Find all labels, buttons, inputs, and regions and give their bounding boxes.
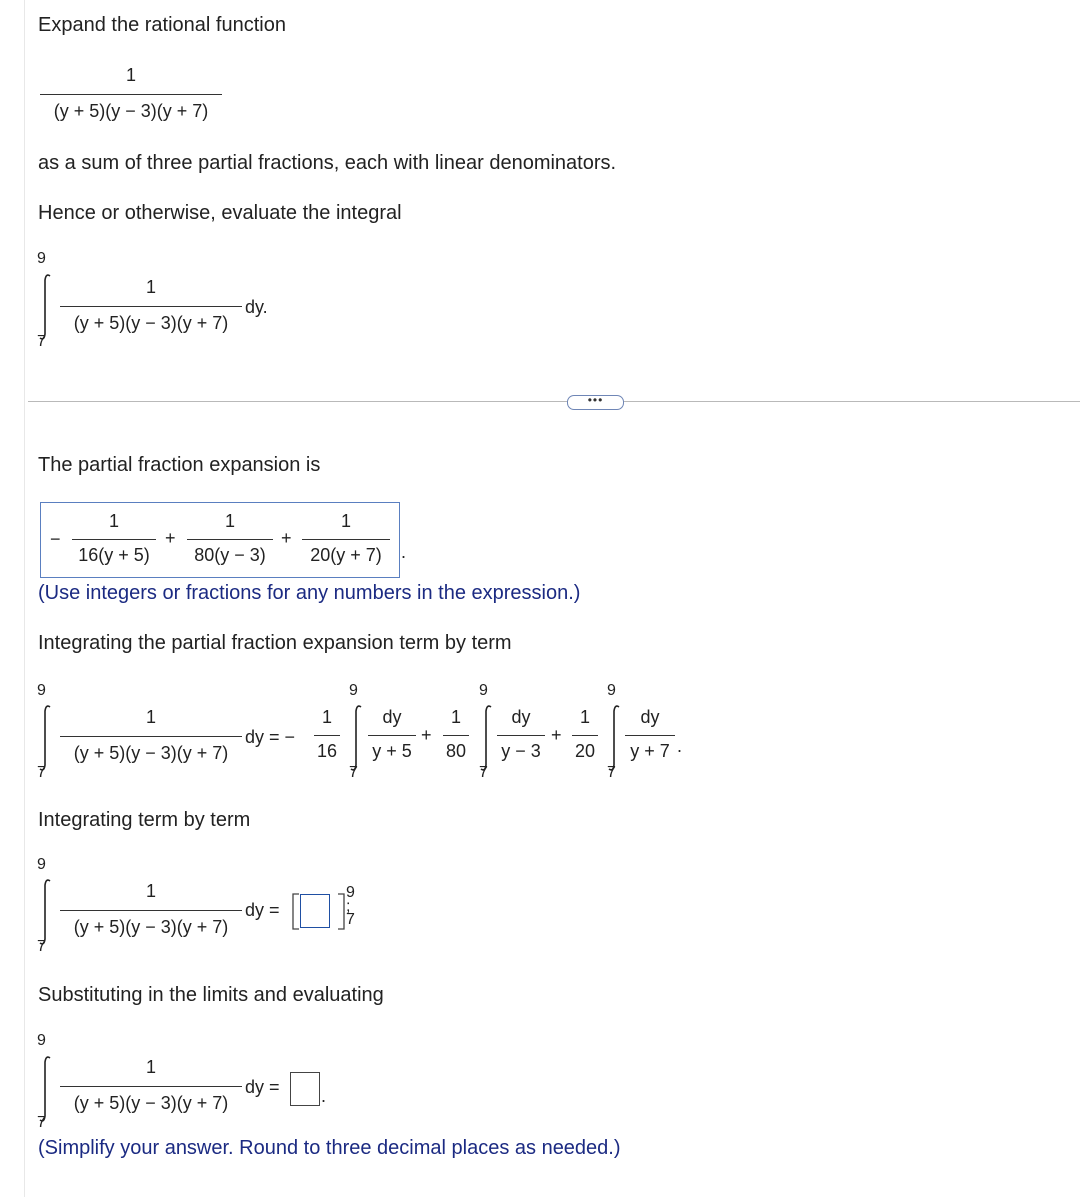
eq1-integral-sign (38, 703, 52, 773)
eq1-term2-coef-den: 80 (445, 741, 467, 761)
eq1-term3-lower: 7 (607, 764, 616, 781)
eq2-fraction-bar (60, 910, 242, 911)
pf-plus-1: + (165, 528, 176, 548)
pf-intro: The partial fraction expansion is (38, 454, 321, 476)
eq1-term2-coef-num: 1 (450, 707, 461, 727)
eq3-upper-limit: 9 (37, 1032, 46, 1049)
eq1-term3-integral-sign (607, 703, 621, 773)
eq1-plus-2: + (551, 725, 562, 745)
left-border (24, 0, 25, 1197)
eq3-period: . (321, 1086, 327, 1106)
eq2-upper-limit: 9 (37, 856, 46, 873)
eq1-lower-limit: 7 (37, 764, 46, 781)
pf-term1-num: 1 (108, 511, 119, 531)
problem-hence: Hence or otherwise, evaluate the integral (38, 202, 402, 224)
eq1-term3-int-num: dy (640, 707, 660, 727)
pf-term2-den: 80(y − 3) (194, 545, 266, 565)
eq1-term3-int-bar (625, 735, 675, 736)
eq1-denominator: (y + 5)(y − 3)(y + 7) (73, 743, 229, 763)
eq1-dy-equals: dy = − (245, 727, 296, 747)
integral-denominator: (y + 5)(y − 3)(y + 7) (73, 313, 229, 333)
eq3-final-answer-input[interactable] (290, 1072, 320, 1106)
pf-term2-bar (187, 539, 273, 540)
eq2-eval-lower: 7 (346, 911, 355, 928)
pf-term1-den: 16(y + 5) (78, 545, 150, 565)
problem-intro: Expand the rational function (38, 14, 286, 36)
subst-intro: Substituting in the limits and evaluating (38, 984, 384, 1006)
pf-hint: (Use integers or fractions for any numbers in the expression.) (38, 582, 581, 604)
eq2-dy-equals: dy = (245, 900, 280, 920)
pf-term2-num: 1 (224, 511, 235, 531)
eq1-term1-coef-bar (314, 735, 340, 736)
eq1-term3-int-den: y + 7 (630, 741, 670, 761)
fraction-numerator: 1 (125, 65, 136, 85)
eq1-term3-coef-bar (572, 735, 598, 736)
eq3-dy-equals: dy = (245, 1077, 280, 1097)
eq1-term1-integral-sign (349, 703, 363, 773)
section-divider (28, 401, 1080, 402)
eq1-term2-coef-bar (443, 735, 469, 736)
pf-period: . (401, 542, 407, 562)
eq1-term1-int-bar (368, 735, 416, 736)
integrating-intro: Integrating the partial fraction expansion term by term (38, 632, 512, 654)
eq1-term1-lower: 7 (349, 764, 358, 781)
eq1-term2-int-bar (497, 735, 545, 736)
integral-sign (38, 272, 52, 342)
eq1-period: . (677, 736, 683, 756)
eq1-term1-coef-num: 1 (321, 707, 332, 727)
eq1-term2-lower: 7 (479, 764, 488, 781)
eq2-integral-sign (38, 877, 52, 947)
eq3-lower-limit: 7 (37, 1114, 46, 1131)
term-intro: Integrating term by term (38, 809, 251, 831)
integral-numerator: 1 (145, 277, 156, 297)
eq2-denominator: (y + 5)(y − 3)(y + 7) (73, 917, 229, 937)
eq1-term1-int-num: dy (382, 707, 402, 727)
eq2-lower-limit: 7 (37, 938, 46, 955)
eq2-eval-upper: 9 (346, 884, 355, 901)
eq1-term3-coef-den: 20 (574, 741, 596, 761)
eq1-term1-coef-den: 16 (316, 741, 338, 761)
pf-term3-den: 20(y + 7) (310, 545, 382, 565)
fraction-denominator: (y + 5)(y − 3)(y + 7) (53, 101, 209, 121)
pf-leading-sign: − (50, 529, 61, 549)
pf-term3-bar (302, 539, 390, 540)
problem-instruction: as a sum of three partial fractions, each with linear denominators. (38, 152, 617, 174)
integral-upper-limit: 9 (37, 250, 46, 267)
integral-differential: dy. (245, 297, 268, 317)
pf-term3-num: 1 (340, 511, 351, 531)
eq1-plus-1: + (421, 725, 432, 745)
integral-lower-limit: 7 (37, 333, 46, 350)
eq1-term2-integral-sign (479, 703, 493, 773)
show-more-button[interactable]: ••• (567, 395, 624, 410)
pf-term1-bar (72, 539, 156, 540)
eq1-fraction-bar (60, 736, 242, 737)
eq3-numerator: 1 (145, 1057, 156, 1077)
fraction-bar (40, 94, 222, 95)
eq1-term2-int-num: dy (511, 707, 531, 727)
eq3-fraction-bar (60, 1086, 242, 1087)
eq1-term1-upper: 9 (349, 682, 358, 699)
eq2-semicolon: ; (346, 898, 351, 915)
eq2-numerator: 1 (145, 881, 156, 901)
eq1-term2-int-den: y − 3 (501, 741, 541, 761)
eq1-term3-upper: 9 (607, 682, 616, 699)
eq3-denominator: (y + 5)(y − 3)(y + 7) (73, 1093, 229, 1113)
eq1-term1-int-den: y + 5 (372, 741, 412, 761)
eq1-upper-limit: 9 (37, 682, 46, 699)
eq1-term3-coef-num: 1 (579, 707, 590, 727)
eq1-numerator: 1 (145, 707, 156, 727)
final-hint: (Simplify your answer. Round to three decimal places as needed.) (38, 1137, 621, 1159)
pf-plus-2: + (281, 528, 292, 548)
eq1-term2-upper: 9 (479, 682, 488, 699)
eq2-antiderivative-input[interactable] (300, 894, 330, 928)
integral-fraction-bar (60, 306, 242, 307)
